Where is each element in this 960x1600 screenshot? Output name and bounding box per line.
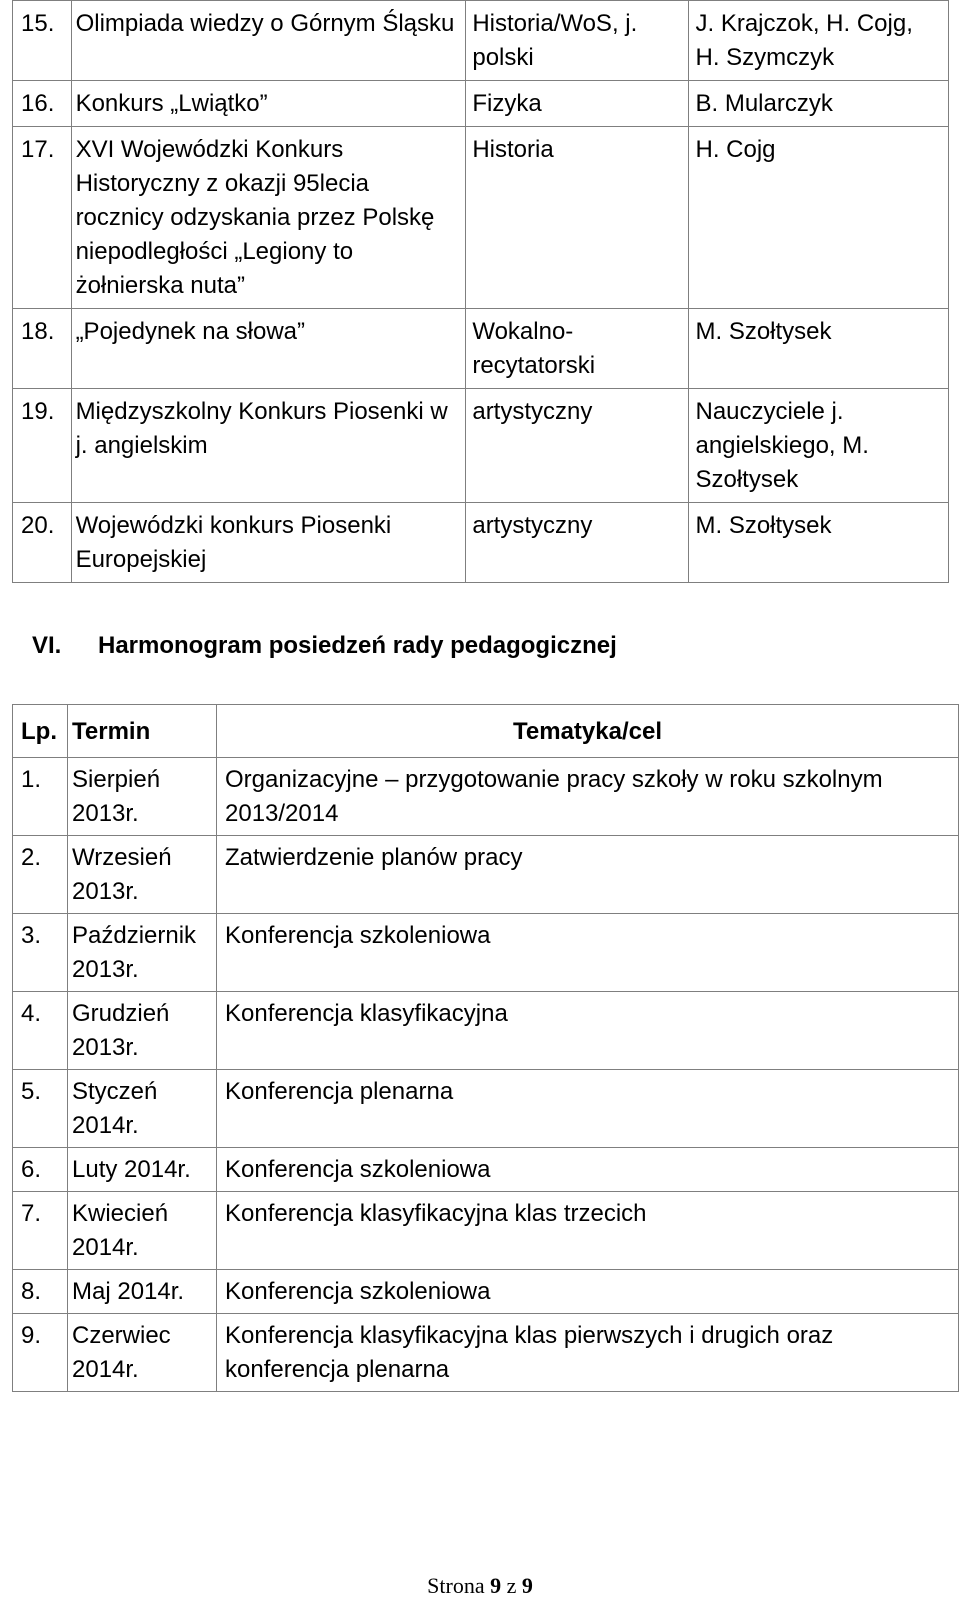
table-row [13, 1, 949, 81]
section-title: Harmonogram posiedzeń rady pedagogicznej [98, 632, 617, 659]
table-row [13, 127, 949, 309]
competition-name: Międzyszkolny Konkurs Piosenki w j. angielskim [71, 389, 466, 503]
footer-page-total: 9 [521, 1573, 533, 1598]
competition-subject: artystyczny [466, 503, 689, 583]
table-row [13, 758, 959, 836]
row-lp: 5. [13, 1070, 68, 1148]
row-number: 19. [13, 389, 72, 503]
table-row [13, 1070, 959, 1148]
table-row [13, 1192, 959, 1270]
row-lp: 6. [13, 1148, 68, 1192]
competition-name: Olimpiada wiedzy o Górnym Śląsku [71, 1, 466, 81]
table-row [13, 503, 949, 583]
footer-mid: z [506, 1573, 517, 1598]
footer-page-number: 9 [490, 1573, 502, 1598]
row-termin: Kwiecień 2014r. [68, 1192, 217, 1270]
competition-teacher: H. Cojg [689, 127, 949, 309]
row-lp: 2. [13, 836, 68, 914]
row-tematyka: Konferencja plenarna [217, 1070, 959, 1148]
row-termin: Maj 2014r. [68, 1270, 217, 1314]
row-lp: 9. [13, 1314, 68, 1392]
competition-subject: Historia [466, 127, 689, 309]
row-termin: Sierpień 2013r. [68, 758, 217, 836]
row-number: 16. [13, 81, 72, 127]
row-lp: 1. [13, 758, 68, 836]
section-number: VI. [32, 632, 62, 659]
row-number: 20. [13, 503, 72, 583]
competition-name: Konkurs „Lwiątko” [71, 81, 466, 127]
row-tematyka: Konferencja szkoleniowa [217, 1270, 959, 1314]
competition-teacher: M. Szołtysek [689, 309, 949, 389]
competition-name: XVI Wojewódzki Konkurs Historyczny z okazji 95lecia rocznicy odzyskania przez Polskę niepodległości „Legiony to żołnierska nuta” [71, 127, 466, 309]
section-heading [32, 632, 617, 660]
row-tematyka: Konferencja klasyfikacyjna [217, 992, 959, 1070]
competition-teacher: Nauczyciele j. angielskiego, M. Szołtysek [689, 389, 949, 503]
competition-name: Wojewódzki konkurs Piosenki Europejskiej [71, 503, 466, 583]
row-termin: Czerwiec 2014r. [68, 1314, 217, 1392]
competition-subject: Fizyka [466, 81, 689, 127]
table-row [13, 1314, 959, 1392]
competition-subject: Historia/WoS, j. polski [466, 1, 689, 81]
row-termin: Grudzień 2013r. [68, 992, 217, 1070]
row-lp: 7. [13, 1192, 68, 1270]
row-tematyka: Konferencja szkoleniowa [217, 914, 959, 992]
table-row [13, 1148, 959, 1192]
schedule-table [12, 704, 959, 1392]
competitions-table [12, 0, 949, 583]
row-tematyka: Konferencja szkoleniowa [217, 1148, 959, 1192]
table-row [13, 309, 949, 389]
competition-subject: Wokalno-recytatorski [466, 309, 689, 389]
competition-teacher: M. Szołtysek [689, 503, 949, 583]
table-header-row [13, 705, 959, 758]
table-row [13, 914, 959, 992]
competition-teacher: B. Mularczyk [689, 81, 949, 127]
table-row [13, 389, 949, 503]
row-termin: Październik 2013r. [68, 914, 217, 992]
table-row [13, 836, 959, 914]
row-lp: 3. [13, 914, 68, 992]
header-lp: Lp. [13, 705, 68, 758]
table-row [13, 992, 959, 1070]
row-tematyka: Organizacyjne – przygotowanie pracy szkoły w roku szkolnym 2013/2014 [217, 758, 959, 836]
row-termin: Styczeń 2014r. [68, 1070, 217, 1148]
row-lp: 8. [13, 1270, 68, 1314]
table-row [13, 1270, 959, 1314]
row-tematyka: Konferencja klasyfikacyjna klas pierwszych i drugich oraz konferencja plenarna [217, 1314, 959, 1392]
competition-name: „Pojedynek na słowa” [71, 309, 466, 389]
row-number: 18. [13, 309, 72, 389]
row-tematyka: Konferencja klasyfikacyjna klas trzecich [217, 1192, 959, 1270]
row-lp: 4. [13, 992, 68, 1070]
page-footer [0, 1573, 960, 1599]
row-termin: Luty 2014r. [68, 1148, 217, 1192]
row-tematyka: Zatwierdzenie planów pracy [217, 836, 959, 914]
competition-subject: artystyczny [466, 389, 689, 503]
footer-prefix: Strona [427, 1573, 485, 1598]
header-tematyka: Tematyka/cel [217, 705, 959, 758]
row-number: 15. [13, 1, 72, 81]
header-termin: Termin [68, 705, 217, 758]
row-termin: Wrzesień 2013r. [68, 836, 217, 914]
table-row [13, 81, 949, 127]
competition-teacher: J. Krajczok, H. Cojg, H. Szymczyk [689, 1, 949, 81]
row-number: 17. [13, 127, 72, 309]
